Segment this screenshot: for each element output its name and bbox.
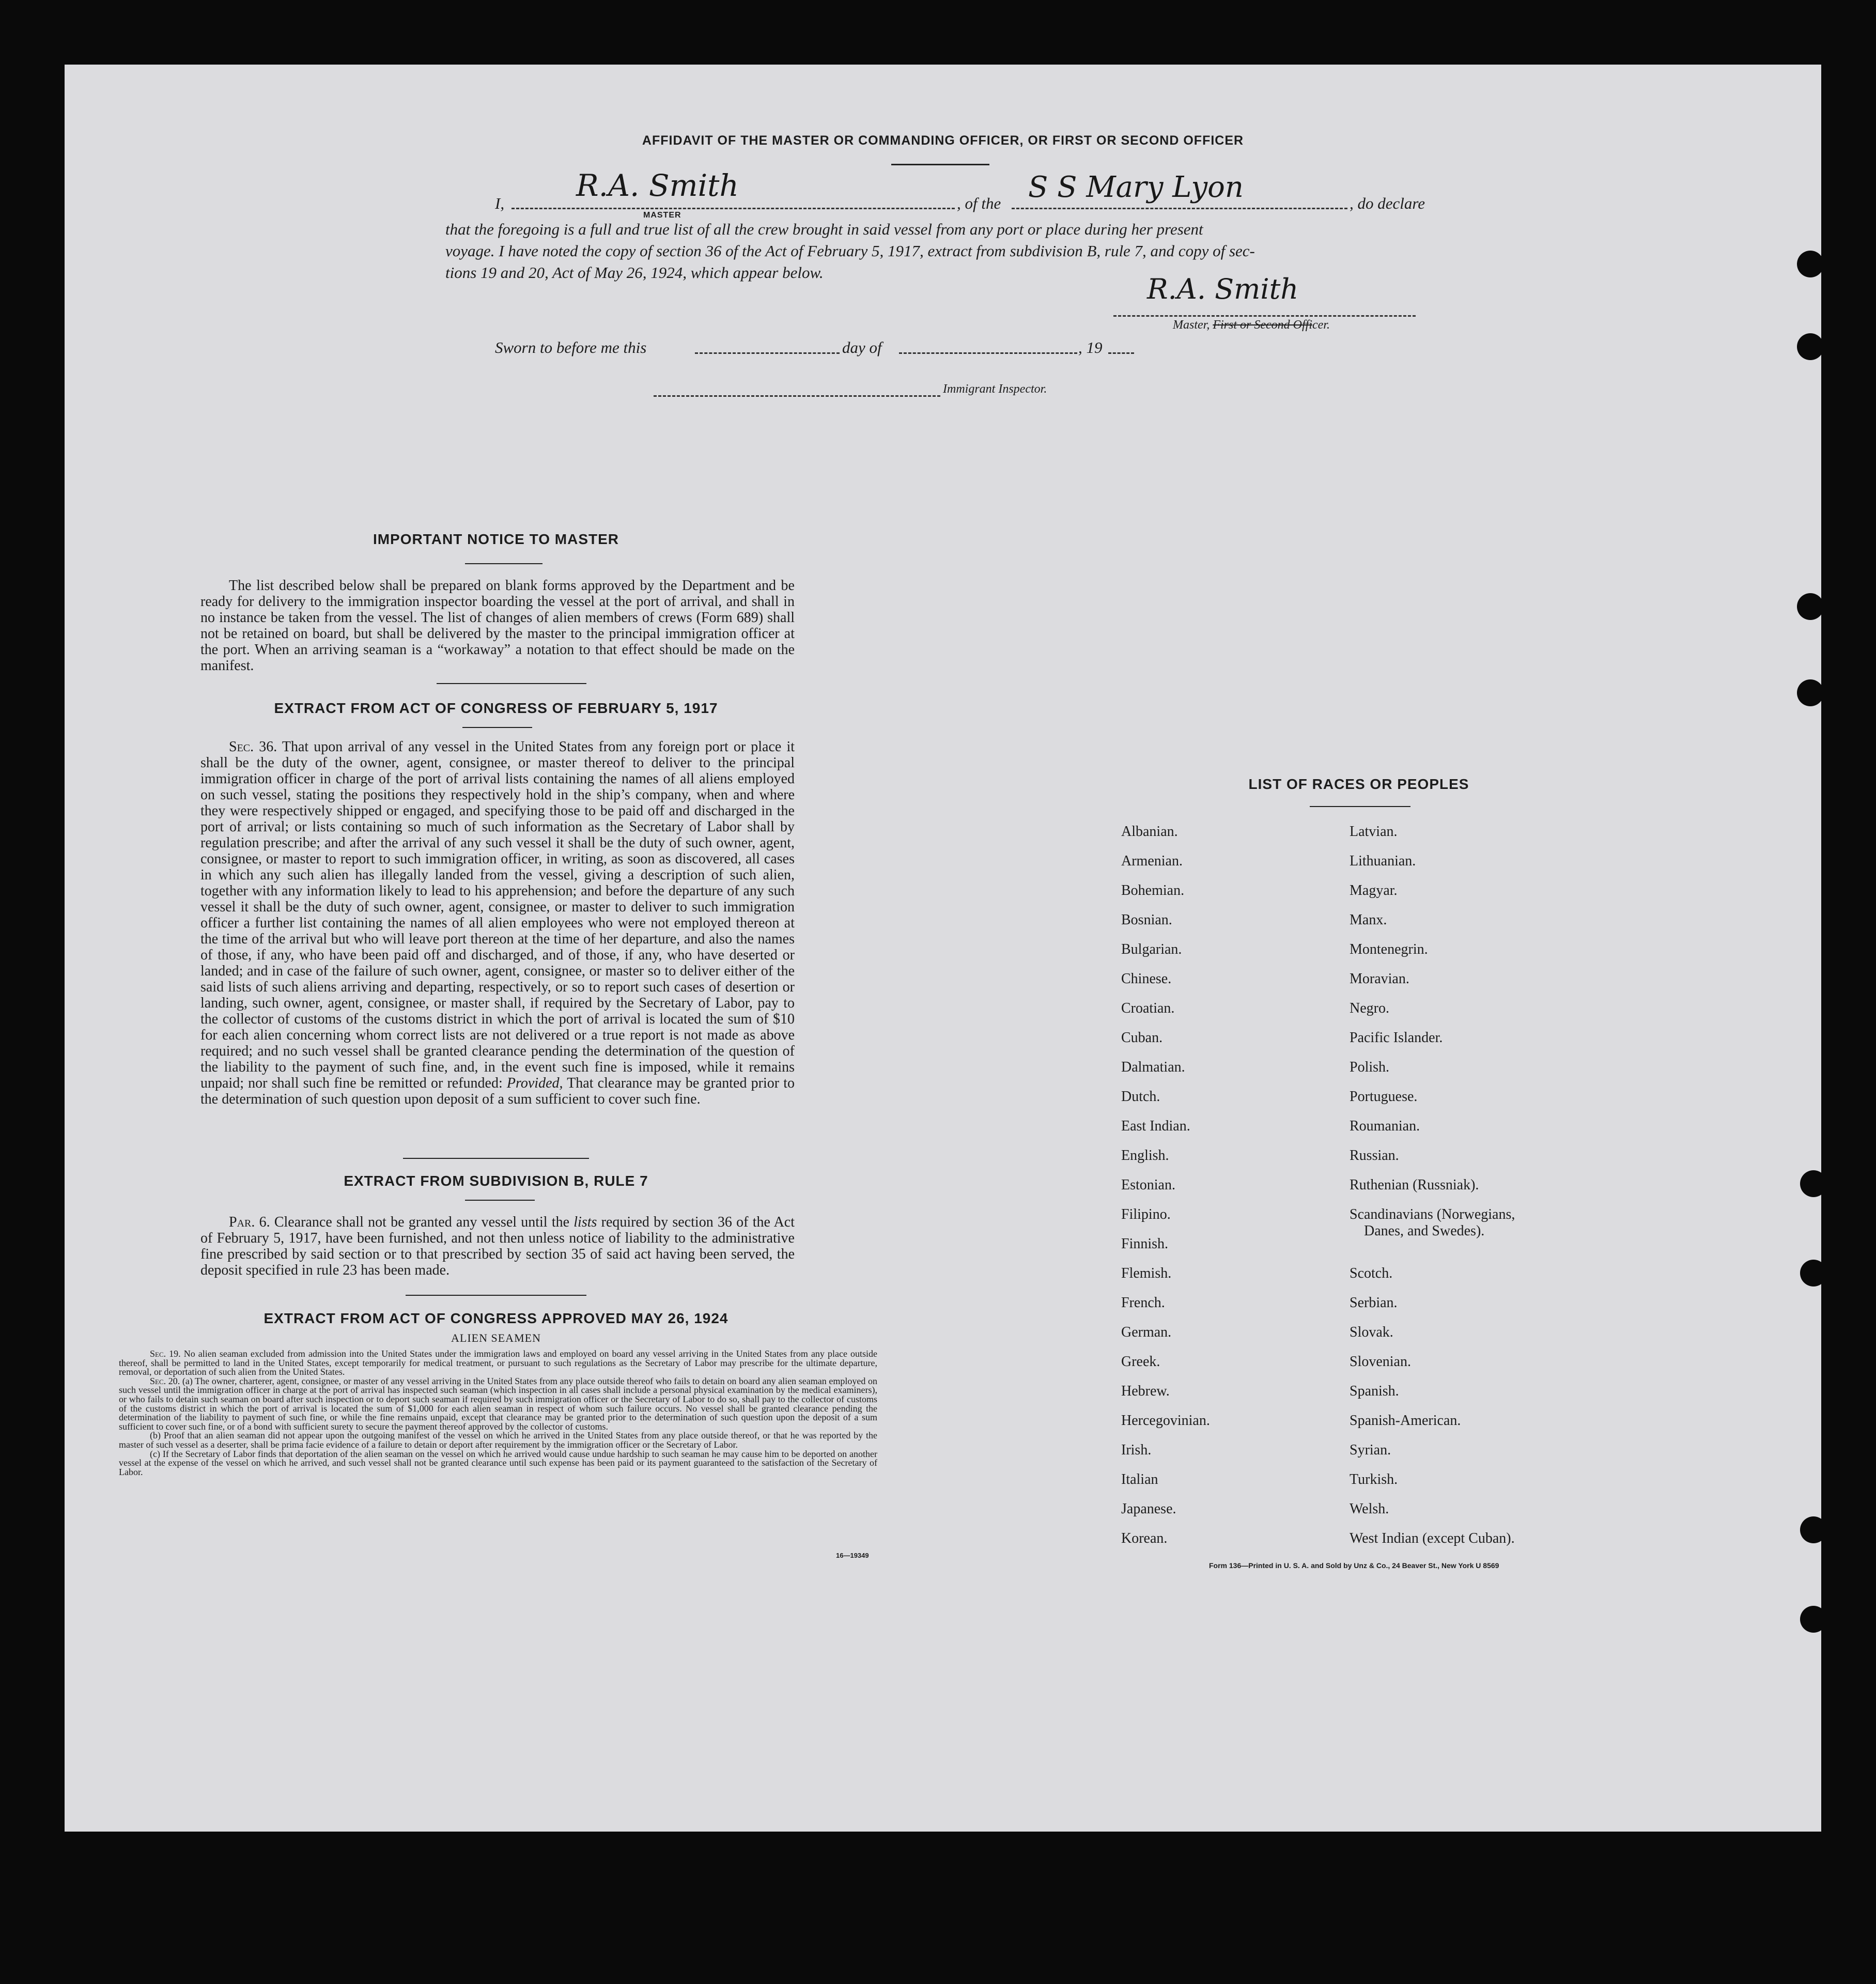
day-of-label: day of [842,338,882,357]
race-item: Slovak. [1350,1324,1393,1340]
punch-hole [1797,251,1824,277]
list-item [1121,1442,1210,1471]
list-item [1121,1030,1210,1059]
sec-36-text: That upon arrival of any vessel in the United States from any foreign port or place it shall be the duty of the owner, agent, consignee, or master thereof to deliver to the principal immigration officer in charge of the port of arrival lists containing the names of all aliens employed on such vessel, stating the positions they respectively hold in the ship’s company, when and where they were respectively shipped or engaged, and specifying those to be paid off and discharged in the port of arrival; or lists containing so much of such information as the Secretary of Labor shall by regulation prescribe; and after the arrival of any such vessel it shall be the duty of such owner, agent, consignee, or master to report to such immigration officer, in writing, as soon as discovered, all cases in which any such alien has illegally landed from the vessel, giving a description of such alien, together with any information likely to lead to his apprehension; and before the departure of any such vessel it shall be the duty of such owner, agent, consignee, or master to deliver to such immigration officer a further list containing the names of all alien employees who were not employed thereon at the time of the arrival but who will leave port thereon at the time of her departure, and also the names of those, if any, who have been paid off and discharged, and of those, if any, who have deserted or landed; and in case of the failure of such owner, agent, consignee, or master so to deliver either of the said lists of such aliens arriving and departing, respectively, or so to report such cases of desertion or landing, such owner, agent, consignee, or master shall, if required by the Secretary of Labor, pay to the collector of customs of the customs district in which the port of arrival is located the sum of $10 for each alien concerning whom correct lists are not delivered or a true report is not made as above required; and no such vessel shall be granted clearance pending the determination of the question of the liability to the payment of such fine, and, in the event such fine is imposed, while it remains unpaid; nor shall such fine be remitted or refunded: [200,739,795,1091]
list-item [1121,941,1210,971]
sworn-label: Sworn to before me this [495,338,647,357]
master-signature: R.A. Smith [576,168,739,203]
race-item: Armenian. [1121,853,1183,869]
race-item: Portuguese. [1350,1089,1418,1105]
extract-1924-subtitle: ALIEN SEAMEN [451,1331,541,1344]
list-item [1350,1000,1515,1030]
form-print-note: Form 136—Printed in U. S. A. and Sold by Unz & Co., 24 Beaver St., New York U 8569 [1209,1561,1499,1570]
provided-label: Provided, [506,1075,563,1091]
par-6-text-a: Clearance shall not be granted any vessel until the [274,1214,570,1230]
list-item [1350,1059,1515,1089]
list-item [1350,1413,1515,1442]
inspector-label: Immigrant Inspector. [943,382,1047,396]
list-item [1121,1530,1210,1560]
extract-1924-body [119,1350,877,1477]
race-item-scandinavians-cont: Danes, and Swedes). [1364,1223,1485,1239]
list-item [1350,1530,1515,1560]
sec-19-paragraph [119,1350,877,1377]
list-item [1121,1118,1210,1148]
race-item: Flemish. [1121,1265,1172,1281]
sec-19-label: Sec. 19. [150,1349,181,1359]
race-item: Latvian. [1350,824,1398,840]
list-item [1121,1236,1210,1265]
do-declare-label: , do declare [1350,194,1425,212]
list-item [1121,1148,1210,1177]
race-item: Dalmatian. [1121,1059,1185,1075]
list-item [1121,1089,1210,1118]
sec-20a-text: (a) The owner, charterer, agent, consignee, or master of any vessel arriving in the United States from any place outside thereof who fails to detain on board any alien seaman employed on such vessel until the immigration officer in charge at the port of arrival has inspected such seaman (which inspection in all cases shall include a personal physical examination by the medical examiners), or who fails to detain such seaman on board after such inspection or to deport such seaman if required by such immigration officer or the Secretary of Labor to do so, shall pay to the collector of customs of the customs district in which the port of arrival is located the sum of $1,000 for each alien seaman in respect of whom such failure occurs. No vessel shall be granted clearance pending the determination of the liability to payment of such fine, or while the fine remains unpaid, except that clearance may be granted prior to the determination of such question upon the deposit of a sum sufficient to cover such fine, or of a bond with sufficient surety to secure the payment thereof approved by the collector of customs. [119,1375,877,1432]
list-item [1121,1413,1210,1442]
list-item [1121,1354,1210,1383]
officer-caption-master: Master, [1173,318,1213,332]
year-blank [1108,352,1134,354]
race-item: English. [1121,1148,1169,1164]
form-code: 16—19349 [836,1552,869,1559]
list-item [1121,1383,1210,1413]
race-item: East Indian. [1121,1118,1190,1134]
list-item [1350,1501,1515,1530]
list-item [1350,853,1515,882]
race-item: Magyar. [1350,882,1398,898]
list-item [1121,1177,1210,1206]
races-right-table [1350,824,1515,1560]
races-right-column [1350,824,1515,1560]
officer-caption [1173,318,1330,332]
race-item [1350,1206,1515,1265]
race-item: Korean. [1121,1530,1168,1546]
race-item: Bulgarian. [1121,941,1182,957]
races-left-column [1121,824,1210,1560]
list-item [1121,853,1210,882]
affidavit-line-3: voyage. I have noted the copy of section 36 of the Act of February 5, 1917, extract from subdivision B, rule 7, and copy of sec- [445,242,1255,260]
list-item [1350,1295,1515,1324]
list-item [1121,912,1210,941]
race-item: Moravian. [1350,971,1409,987]
punch-hole [1800,1606,1827,1633]
heading-rule [891,164,989,165]
race-item: Dutch. [1121,1089,1160,1105]
list-item [1121,1471,1210,1501]
officer-caption-struck: First or Second Offi [1213,318,1312,332]
list-item [1350,912,1515,941]
race-item: Finnish. [1121,1236,1169,1252]
of-the-label: , of the [957,194,1001,212]
sec-20b-paragraph: (b) Proof that an alien seaman did not appear upon the outgoing manifest of the vessel on which he arrived in the United States from any place outside thereof, or that he was reported by the master of such vessel as a deserter, shall be prima facie evidence of a failure to detain or deport after requirement by the immigration officer or the Secretary of Labor. [119,1430,877,1450]
sec-20a-paragraph [119,1377,877,1432]
race-item: Welsh. [1350,1501,1389,1517]
lists-word: lists [573,1214,597,1230]
notice-end-rule [437,683,586,684]
name-blank [511,208,955,209]
race-item: Manx. [1350,912,1387,928]
race-item: Montenegrin. [1350,941,1428,957]
race-item: Russian. [1350,1148,1399,1164]
subdivision-body [200,1214,795,1278]
race-item: Estonian. [1121,1177,1175,1193]
list-item [1350,1148,1515,1177]
affidavit-line-4: tions 19 and 20, Act of May 26, 1924, which appear below. [445,264,824,282]
race-item: Polish. [1350,1059,1390,1075]
list-item [1121,1265,1210,1295]
race-item: Hebrew. [1121,1383,1170,1399]
races-left-table [1121,824,1210,1560]
race-item: Bohemian. [1121,882,1185,898]
list-item [1121,1206,1210,1236]
officer-caption-end: cer. [1312,318,1330,332]
extract-1924-title: EXTRACT FROM ACT OF CONGRESS APPROVED MAY 26, 1924 [263,1310,728,1326]
race-item: Negro. [1350,1000,1389,1016]
sec-36-label: Sec. 36. [229,739,277,755]
subdivision-rule [465,1200,535,1201]
affidavit-line-2: that the foregoing is a full and true list of all the crew brought in said vessel from any port or place during her present [445,220,1203,238]
list-item [1350,1206,1515,1265]
race-item: Spanish-American. [1350,1413,1461,1429]
year-label: , 19 [1078,338,1103,357]
race-item: Slovenian. [1350,1354,1411,1370]
list-item [1350,1265,1515,1295]
extract-1917-rule [462,727,532,728]
race-item: Japanese. [1121,1501,1176,1517]
race-item: Filipino. [1121,1206,1171,1222]
race-item: Lithuanian. [1350,853,1416,869]
i-label: I, [495,194,505,212]
sec-19-text: No alien seaman excluded from admission into the United States under the immigration laws and employed on board any vessel arriving in the United States from any place outside thereof, shall be permitted to land in the United States, except temporarily for medical treatment, or pursuant to such regulations as the Secretary of Labor may prescribe for the ultimate departure, removal, or deportation of such alien from the United States. [119,1349,878,1377]
list-item [1350,1442,1515,1471]
list-item [1121,1324,1210,1354]
race-item: Chinese. [1121,971,1172,987]
race-item: Greek. [1121,1354,1160,1370]
affidavit-heading: AFFIDAVIT OF THE MASTER OR COMMANDING OFFICER, OR FIRST OR SECOND OFFICER [642,133,1244,148]
sec-20c-paragraph: (c) If the Secretary of Labor finds that deportation of the alien seaman on the vessel on which he arrived would cause undue hardship to such seaman he may cause him to be deported on another vessel at the expense of the vessel on which he arrived, and such vessel shall not be granted clearance until such expense has been paid or its payment guaranteed to the satisfaction of the Secretary of Labor. [119,1448,877,1477]
list-item [1350,1324,1515,1354]
race-item-scandinavians: Scandinavians (Norwegians, [1350,1206,1515,1222]
par-6-text-b: required by section 36 of the Act of February 5, 1917, have been furnished, and not then unless notice of liability to the administrative fine prescribed by said section or to that prescribed by section 35 of said act having been served, the deposit specified in rule 23 has been made. [200,1214,795,1278]
race-item: Croatian. [1121,1000,1175,1016]
races-title: LIST OF RACES OR PEOPLES [1248,776,1469,792]
race-item: Italian [1121,1471,1158,1487]
notice-rule [465,563,542,564]
extract-1917-end-rule [403,1158,589,1159]
list-item [1350,1383,1515,1413]
list-item [1121,1059,1210,1089]
list-item [1350,824,1515,853]
extract-1917-body [200,739,795,1107]
list-item [1121,882,1210,912]
list-item [1121,1000,1210,1030]
race-item: West Indian (except Cuban). [1350,1530,1515,1546]
list-item [1121,824,1210,853]
sworn-month-blank [899,352,1077,354]
races-rule [1310,806,1410,807]
list-item [1350,1177,1515,1206]
list-item [1350,1089,1515,1118]
list-item [1350,882,1515,912]
race-item: Bosnian. [1121,912,1172,928]
notice-title: IMPORTANT NOTICE TO MASTER [373,531,619,547]
punch-hole [1797,593,1824,620]
vessel-blank [1012,208,1347,209]
race-item: Hercegovinian. [1121,1413,1210,1429]
sworn-day-blank [695,352,840,354]
punch-hole [1797,333,1824,360]
race-item: Cuban. [1121,1030,1163,1046]
race-item: Ruthenian (Russniak). [1350,1177,1479,1193]
sec-36-text-end: That clearance may be granted prior to the determination of such question upon deposit of a sum sufficient to cover such fine. [200,1075,795,1107]
subdivision-title: EXTRACT FROM SUBDIVISION B, RULE 7 [344,1173,648,1189]
officer-signature-line [1113,315,1416,317]
punch-hole [1797,679,1824,706]
subdivision-end-rule [406,1295,586,1296]
race-item: Albanian. [1121,824,1178,840]
list-item [1350,1471,1515,1501]
list-item [1350,1118,1515,1148]
list-item [1350,1354,1515,1383]
list-item [1350,1030,1515,1059]
master-label: MASTER [643,211,681,220]
extract-1917-title: EXTRACT FROM ACT OF CONGRESS OF FEBRUARY 5, 1917 [274,700,718,716]
punch-hole [1800,1260,1827,1287]
sec-20-label: Sec. 20. [150,1375,180,1386]
list-item [1350,971,1515,1000]
race-item: Irish. [1121,1442,1152,1458]
race-item: French. [1121,1295,1165,1311]
vessel-name: S S Mary Lyon [1028,171,1244,204]
race-item: Serbian. [1350,1295,1398,1311]
race-item: Turkish. [1350,1471,1398,1487]
list-item [1121,1295,1210,1324]
punch-hole [1800,1516,1827,1543]
race-item: German. [1121,1324,1172,1340]
inspector-signature-line [654,395,940,397]
race-item: Syrian. [1350,1442,1391,1458]
list-item [1350,941,1515,971]
race-item: Pacific Islander. [1350,1030,1443,1046]
officer-signature: R.A. Smith [1147,273,1299,305]
race-item: Scotch. [1350,1265,1393,1281]
list-item [1121,971,1210,1000]
race-item: Spanish. [1350,1383,1399,1399]
notice-body: The list described below shall be prepared on blank forms approved by the Department and be ready for delivery to the immigration inspector boarding the vessel at the port of arrival, and shall in no instance be taken from the vessel. The list of changes of alien members of crews (Form 689) shall not be retained on board, but shall be delivered by the master to the principal immigration officer at the port. When an arriving seaman is a “workaway” a notation to that effect should be made on the manifest. [200,578,795,674]
list-item [1121,1501,1210,1530]
race-item: Roumanian. [1350,1118,1420,1134]
par-6-label: Par. 6. [229,1214,270,1230]
punch-hole [1800,1170,1827,1197]
